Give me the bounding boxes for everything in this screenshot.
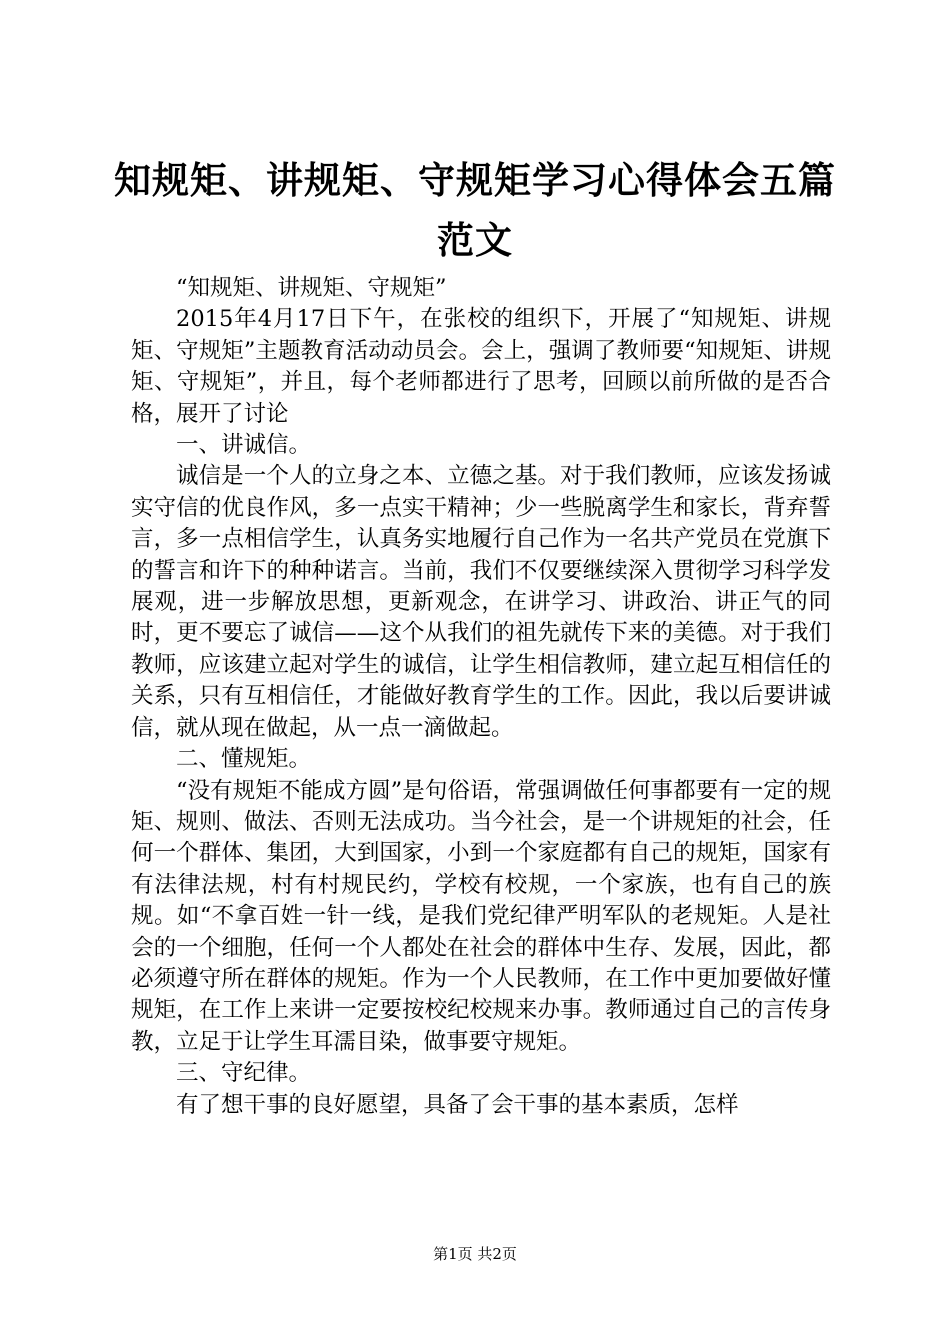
page-footer: 第1页 共2页 (433, 1245, 517, 1263)
paragraph-quote-heading: “知规矩、讲规矩、守规矩” (176, 275, 447, 301)
paragraph-rules: “没有规矩不能成方圆”是句俗语，常强调做任何事都要有一定的规矩、规则、做法、否则无法成功。当今社会，是一个讲规矩的社会，任何一个群体、集团，大到国家，小到一个家庭都有自己的规矩，国家有有法律法规，村有村规民约，学校有校规，一个家族，也有自己的族规。如“不拿百姓一针一线，是我们党纪律严明军队的老规矩。人是社会的一个细胞，任何一个人都处在社会的群体中生存、发展，因此，都必须遵守所在群体的规矩。作为一个人民教师，在工作中更加要做好懂规矩，在工作上来讲一定要按校纪校规来办事。教师通过自己的言传身教，立足于让学生耳濡目染，做事要守规矩。 (131, 777, 831, 1055)
section-heading-rules: 二、懂规矩。 (176, 746, 312, 773)
document-body (131, 273, 831, 1121)
paragraph-discipline: 有了想干事的良好愿望，具备了会干事的基本素质，怎样 (176, 1091, 739, 1118)
section-heading-discipline: 三、守纪律。 (176, 1060, 312, 1087)
section-heading-integrity: 一、讲诚信。 (176, 432, 312, 459)
paragraph-intro: 2015年4月17日下午，在张校的组织下，开展了“知规矩、讲规矩、守规矩”主题教育活动动员会。会上，强调了教师要“知规矩、讲规矩、守规矩”，并且，每个老师都进行了思考，回顾以前所做的是否合格，展开了讨论 (131, 306, 831, 427)
document-title: 知规矩、讲规矩、守规矩学习心得体会五篇范文 (114, 158, 836, 262)
paragraph-integrity: 诚信是一个人的立身之本、立德之基。对于我们教师，应该发扬诚实守信的优良作风，多一点实干精神；少一些脱离学生和家长，背弃誓言，多一点相信学生，认真务实地履行自己作为一名共产党员在党旗下的誓言和许下的种种诺言。当前，我们不仅要继续深入贯彻学习科学发展观，进一步解放思想，更新观念，在讲学习、讲政治、讲正气的同时，更不要忘了诚信——这个从我们的祖先就传下来的美德。对于我们教师，应该建立起对学生的诚信，让学生相信教师，建立起互相信任的关系，只有互相信任，才能做好教育学生的工作。因此，我以后要讲诚信，就从现在做起，从一点一滴做起。 (131, 463, 831, 741)
